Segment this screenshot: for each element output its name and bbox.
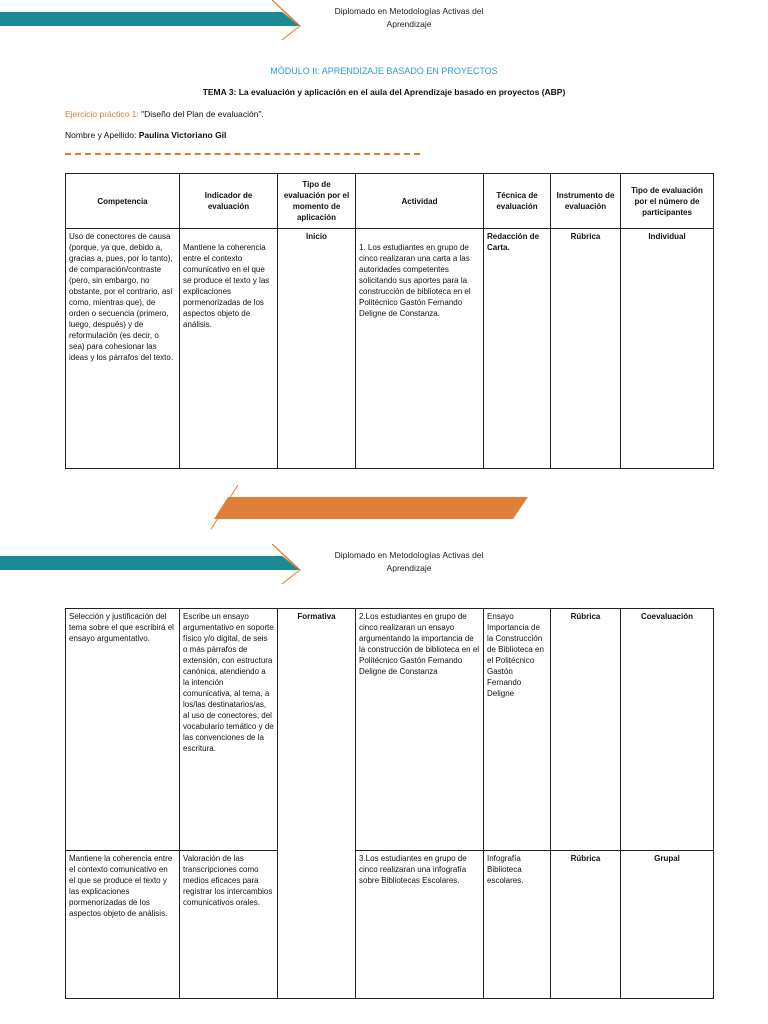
header-title-line2: Aprendizaje xyxy=(386,563,432,573)
cell-indicador: Mantiene la coherencia entre el contexto comunicativo en el que se produce el texto y las explicaciones pormenorizadas de los aspectos objeto de análisis. xyxy=(180,229,278,469)
page-header-1 xyxy=(0,0,768,40)
evaluation-plan-table-page2 xyxy=(65,608,714,999)
student-name-line xyxy=(65,130,226,140)
table-row xyxy=(66,851,714,999)
cell-actividad: 3.Los estudiantes en grupo de cinco realizaran una infografía sobre Bibliotecas Escolares. xyxy=(356,851,484,999)
topic-label: TEMA 3: xyxy=(202,87,237,97)
header-tecnica: Técnica de evaluación xyxy=(484,174,551,229)
evaluation-plan-table-page1 xyxy=(65,173,714,469)
table-header-row xyxy=(66,174,714,229)
header-indicador: Indicador de evaluación xyxy=(180,174,278,229)
header-title xyxy=(318,5,500,31)
table-row xyxy=(66,609,714,851)
cell-competencia: Mantiene la coherencia entre el contexto comunicativo en el que se produce el texto y las explicaciones pormenorizadas de los aspectos objeto de análisis. xyxy=(66,851,180,999)
cell-indicador: Escribe un ensayo argumentativo en soporte físico y/o digital, de seis o más párrafos de extensión, con estructura canónica, atendiendo a la intención comunicativa, al tema, a los/las destinatarios/as, al uso de conectores, del vocabulario temático y de las convenciones de la escritura. xyxy=(180,609,278,851)
table-row xyxy=(66,229,714,469)
header-title-line1: Diplomado en Metodologías Activas del xyxy=(334,6,484,16)
cell-instrumento: Rúbrica xyxy=(551,609,621,851)
header-actividad: Actividad xyxy=(356,174,484,229)
header-band-graphic xyxy=(0,0,310,40)
cell-indicador: Valoración de las transcripciones como medios eficaces para registrar los intercambios comunicativos orales. xyxy=(180,851,278,999)
cell-actividad: 2.Los estudiantes en grupo de cinco realizaran un ensayo argumentando la importancia de la construcción de biblioteca en el Politécnico Gastón Fernando Deligne de Constanza xyxy=(356,609,484,851)
dashed-divider xyxy=(65,153,420,155)
cell-participantes: Grupal xyxy=(621,851,714,999)
cell-tecnica: Ensayo Importancia de la Construcción de Biblioteca en el Politécnico Gastón Fernando Deligne xyxy=(484,609,551,851)
header-title-line2: Aprendizaje xyxy=(386,19,432,29)
exercise-prefix: Ejercicio práctico 1: xyxy=(65,109,139,119)
cell-participantes: Individual xyxy=(621,229,714,469)
cell-momento: Formativa xyxy=(278,609,356,999)
cell-tecnica: Redacción de Carta. xyxy=(484,229,551,469)
header-competencia: Competencia xyxy=(66,174,180,229)
header-instrumento: Instrumento de evaluación xyxy=(551,174,621,229)
student-name-label: Nombre y Apellido: xyxy=(65,130,139,140)
exercise-line xyxy=(65,109,264,119)
header-title xyxy=(318,549,500,575)
cell-instrumento: Rúbrica xyxy=(551,851,621,999)
orange-ribbon-graphic xyxy=(210,485,540,533)
cell-competencia: Uso de conectores de causa (porque, ya que, debido a, gracias a, pues, por lo tanto), de comparación/contraste (pero, sin embargo, no obstante, por el contrario, así como, mientras que), de orden o secuencia (primero, luego, después) y de reformulación (es decir, o sea) para cohesionar las ideas y los párrafos del texto. xyxy=(66,229,180,469)
topic-line xyxy=(0,87,768,97)
header-band-graphic xyxy=(0,544,310,584)
cell-instrumento: Rúbrica xyxy=(551,229,621,469)
student-name: Paulina Victoriano Gil xyxy=(138,130,227,140)
cell-actividad: 1. Los estudiantes en grupo de cinco realizaran una carta a las autoridades competentes solicitando sus aportes para la construcción de biblioteca en el Politécnico Gastón Fernando Deligne de Constanza. xyxy=(356,229,484,469)
header-momento: Tipo de evaluación por el momento de aplicación xyxy=(278,174,356,229)
cell-tecnica: Infografía Biblioteca escolares. xyxy=(484,851,551,999)
header-title-line1: Diplomado en Metodologías Activas del xyxy=(334,550,484,560)
cell-participantes: Coevaluación xyxy=(621,609,714,851)
topic-text: La evaluación y aplicación en el aula del Aprendizaje basado en proyectos (ABP) xyxy=(236,87,566,97)
cell-competencia: Selección y justificación del tema sobre el que escribirá el ensayo argumentativo. xyxy=(66,609,180,851)
exercise-title: "Diseño del Plan de evaluación". xyxy=(138,109,264,119)
page-header-2 xyxy=(0,544,768,584)
cell-momento: Inicio xyxy=(278,229,356,469)
module-title: MÓDULO II: APRENDIZAJE BASADO EN PROYECTOS xyxy=(270,66,498,76)
header-participantes: Tipo de evaluación por el número de participantes xyxy=(621,174,714,229)
